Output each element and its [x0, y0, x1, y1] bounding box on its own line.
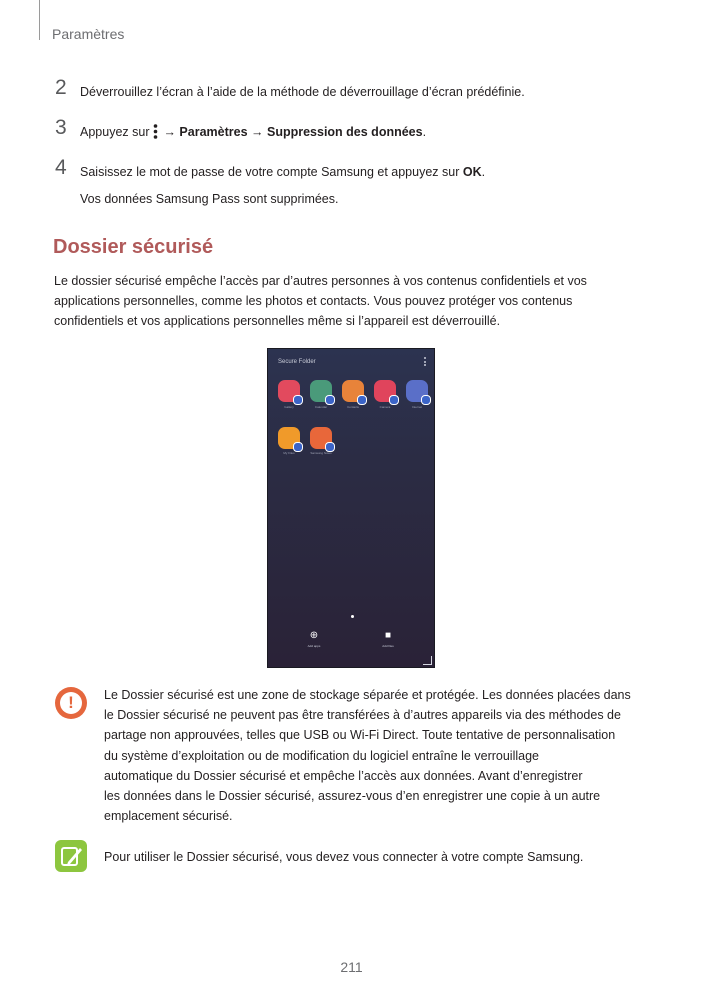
section-title: Dossier sécurisé	[53, 236, 214, 258]
calendar-icon[interactable]	[310, 380, 332, 402]
caution-line: automatique du Dossier sécurisé et empêche l’accès aux données. Avant d’enregistrer	[104, 768, 583, 783]
contacts-icon[interactable]	[342, 380, 364, 402]
step-prefix: Appuyez sur	[80, 125, 150, 139]
app-label: Calendar	[314, 405, 328, 409]
delete-data-label: Suppression des données	[266, 125, 423, 139]
add-files-button[interactable]	[368, 631, 408, 648]
note-text: Pour utiliser le Dossier sécurisé, vous devez vous connecter à votre compte Samsung.	[104, 850, 584, 864]
header-rule	[39, 0, 40, 40]
page-indicator	[351, 615, 354, 618]
caution-line: partage non approuvées, telles que USB ou Wi-Fi Direct. Toute tentative de personnalisation	[104, 728, 616, 743]
caution-line: du système d’exploitation ou de modification du logiciel entraîne le verrouillage	[104, 748, 539, 763]
step-text: Déverrouillez l’écran à l’aide de la méthode de déverrouillage d’écran prédéfinie.	[80, 85, 525, 99]
app-label: My Files	[283, 451, 295, 455]
header-title: Paramètres	[52, 26, 125, 42]
step-suffix: .	[481, 165, 486, 179]
caution-line: Le Dossier sécurisé est une zone de stockage séparée et protégée. Les données placées dans	[104, 688, 631, 702]
intro-line: confidentiels et vos applications personnelles même si l’appareil est déverrouillé.	[54, 314, 501, 328]
step-suffix: .	[422, 125, 427, 139]
intro-line: applications personnelles, comme les photos et contacts. Vous pouvez protéger vos contenus	[54, 294, 573, 308]
app-label: Camera	[379, 405, 391, 409]
corner-mark	[423, 656, 432, 665]
arrow: →	[159, 125, 180, 139]
step-text	[80, 164, 485, 180]
caution-line: emplacement sécurisé.	[104, 809, 233, 824]
intro-line: Le dossier sécurisé empêche l’accès par d’autres personnes à vos contenus confidentiels et vos	[54, 274, 587, 288]
caution-line: le Dossier sécurisé ne peuvent pas être transférées à d’autres appareils via des méthodes de	[104, 708, 621, 723]
step-prefix: Saisissez le mot de passe de votre compte Samsung et appuyez sur	[80, 165, 463, 179]
caution-text	[104, 685, 664, 826]
file-icon: ■	[384, 630, 392, 641]
step-text	[80, 124, 426, 143]
notes-icon[interactable]	[310, 427, 332, 449]
settings-label: Paramètres	[179, 125, 248, 139]
app-label: Contacts	[347, 405, 359, 409]
more-options-icon	[153, 124, 158, 143]
caution-icon: !	[55, 687, 87, 719]
files-icon[interactable]	[278, 427, 300, 449]
secure-folder-title: Secure Folder	[278, 359, 316, 365]
page-number: 211	[340, 959, 363, 975]
app-label: Samsung Notes	[310, 451, 332, 455]
add-apps-label: Add apps	[307, 644, 321, 648]
add-icon: ⊕	[309, 630, 319, 641]
app-label: Gallery	[284, 405, 294, 409]
more-options-icon[interactable]	[424, 357, 426, 368]
add-files-label: Add files	[382, 644, 394, 648]
step-number: 4	[55, 156, 67, 179]
gallery-icon[interactable]	[278, 380, 300, 402]
step-number: 3	[55, 116, 67, 139]
caution-line: les données dans le Dossier sécurisé, assurez-vous d’en enregistrer une copie à un autre	[104, 789, 601, 804]
section-intro	[54, 271, 654, 331]
camera-icon[interactable]	[374, 380, 396, 402]
ok-label: OK	[462, 165, 482, 179]
step-4-result: Vos données Samsung Pass sont supprimées.	[80, 192, 339, 206]
internet-icon[interactable]	[406, 380, 428, 402]
add-apps-button[interactable]	[294, 631, 334, 648]
note-icon	[55, 840, 87, 872]
app-label: Internet	[411, 405, 423, 409]
arrow: →	[247, 125, 267, 139]
phone-screenshot	[267, 348, 435, 668]
step-number: 2	[55, 76, 67, 99]
